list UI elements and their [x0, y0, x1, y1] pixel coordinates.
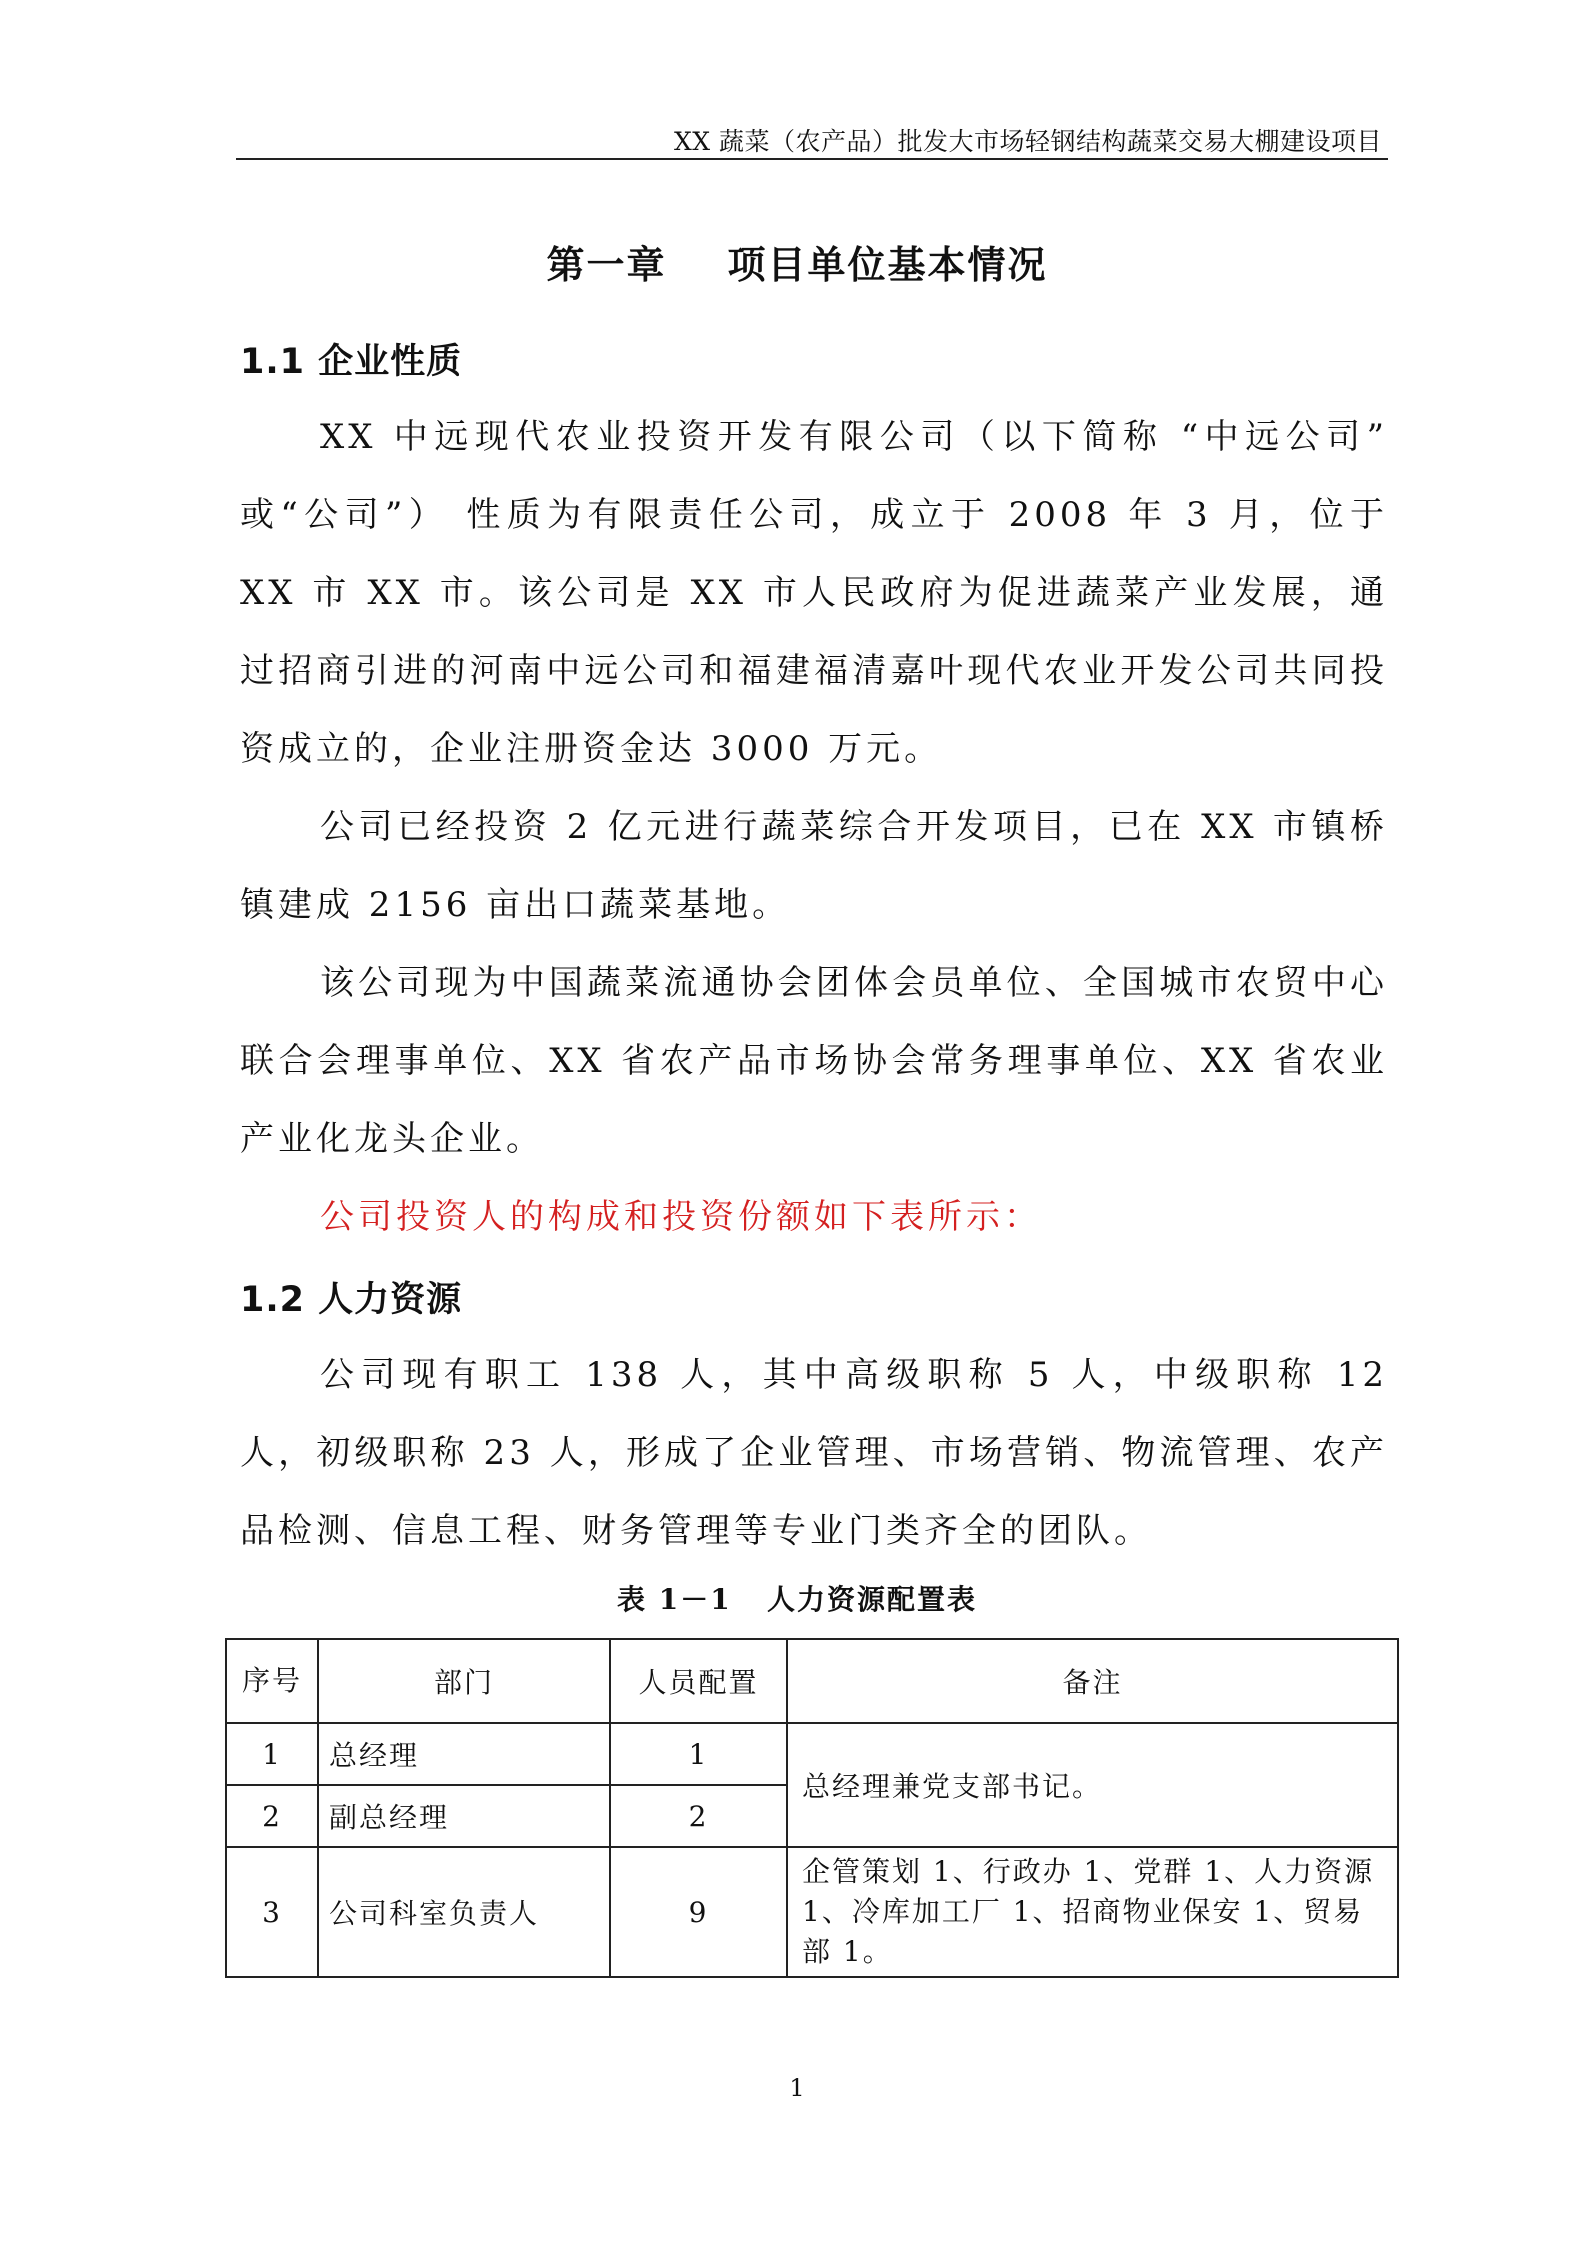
- table-row: [226, 1847, 1398, 1977]
- row-seq: 3: [226, 1847, 318, 1977]
- chapter-title: 第一章 项目单位基本情况: [546, 243, 1048, 287]
- row-staff: 2: [610, 1785, 787, 1847]
- page-header: [236, 118, 1388, 160]
- row-note: 企管策划 1、行政办 1、党群 1、人力资源 1、冷库加工厂 1、招商物业保安 1、贸易部 1。: [787, 1847, 1398, 1977]
- row-staff: 1: [610, 1723, 787, 1785]
- header-note: 备注: [787, 1639, 1398, 1723]
- paragraph-investment: 公司已经投资 2 亿元进行蔬菜综合开发项目，已在 XX 市镇桥镇建成 2156 亩出口蔬菜基地。: [240, 807, 1388, 925]
- paragraph-company-nature: XX 中远现代农业投资开发有限公司（以下简称 “中远公司” 或“公司”） 性质为有限责任公司，成立于 2008 年 3 月，位于 XX 市 XX 市。该公司是 XX 市人民政府为促进蔬菜产业发展，通过招商引进的河南中远公司和福建福清嘉叶现代农业开发公司共同投资成立的，企业注册资金达 3000 万元。: [240, 417, 1388, 769]
- hr-allocation-table: [225, 1638, 1399, 1978]
- header-dept: 部门: [318, 1639, 610, 1723]
- row-seq: 2: [226, 1785, 318, 1847]
- page-number: 1: [789, 2074, 805, 2102]
- header-seq: 序号: [226, 1639, 318, 1723]
- paragraph-red-note: 公司投资人的构成和投资份额如下表所示：: [320, 1197, 1042, 1237]
- header-title: XX 蔬菜（农产品）批发大市场轻钢结构蔬菜交易大棚建设项目: [673, 127, 1382, 156]
- row-staff: 9: [610, 1847, 787, 1977]
- row-dept: 公司科室负责人: [318, 1847, 610, 1977]
- table-header-row: [226, 1639, 1398, 1723]
- paragraph-human-resources: 公司现有职工 138 人，其中高级职称 5 人，中级职称 12 人，初级职称 23 人，形成了企业管理、市场营销、物流管理、农产品检测、信息工程、财务管理等专业门类齐全的团队。: [240, 1355, 1388, 1551]
- paragraph-memberships: 该公司现为中国蔬菜流通协会团体会员单位、全国城市农贸中心联合会理事单位、XX 省农产品市场协会常务理事单位、XX 省农业产业化龙头企业。: [240, 963, 1388, 1159]
- header-staff: 人员配置: [610, 1639, 787, 1723]
- row-seq: 1: [226, 1723, 318, 1785]
- table-caption: 表 1－1 人力资源配置表: [617, 1583, 977, 1616]
- table-row: [226, 1723, 1398, 1785]
- row-dept: 副总经理: [318, 1785, 610, 1847]
- row-dept: 总经理: [318, 1723, 610, 1785]
- section-heading-1-2: 1.2 人力资源: [240, 1280, 463, 1320]
- section-heading-1-1: 1.1 企业性质: [240, 342, 463, 382]
- row-note-merged: 总经理兼党支部书记。: [787, 1723, 1398, 1847]
